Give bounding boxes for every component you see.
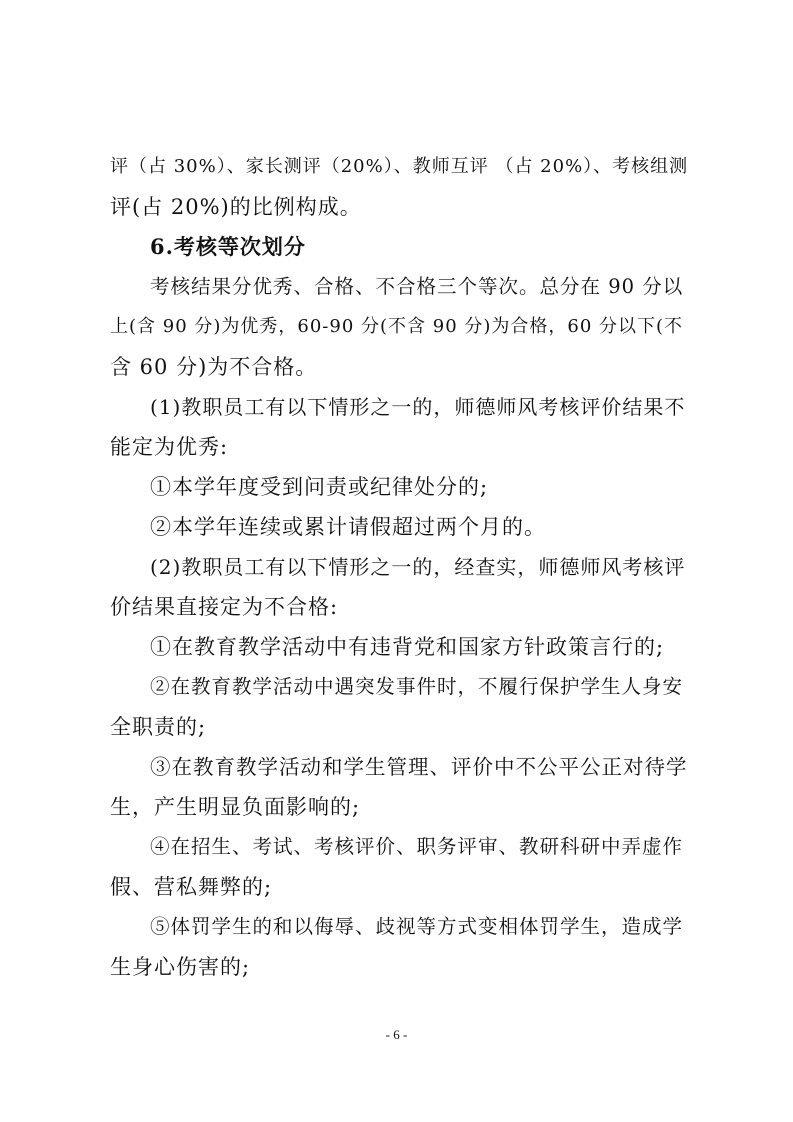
text-line-19: 假、营私舞弊的;	[110, 875, 273, 899]
text-line-18: ④在招生、考试、考核评价、职务评审、教研科研中弄虚作	[150, 835, 684, 858]
text-line-13: ①在教育教学活动中有违背党和国家方针政策言行的;	[150, 635, 665, 659]
text-line-4: 考核结果分优秀、合格、不合格三个等次。总分在 90 分以	[150, 275, 684, 298]
text-line-8: 能定为优秀:	[110, 435, 229, 459]
text-line-6: 含 60 分)为不合格。	[110, 355, 318, 379]
section-heading: 6.考核等次划分	[150, 234, 306, 259]
text-line-17: 生，产生明显负面影响的;	[110, 795, 361, 819]
page-number: - 6 -	[385, 1027, 408, 1042]
text-line-5: 上(含 90 分)为优秀，60-90 分(不含 90 分)为合格，60 分以下(不	[110, 316, 684, 337]
text-line-7: (1)教职员工有以下情形之一的，师德师风考核评价结果不	[150, 395, 686, 419]
text-line-15: 全职责的;	[110, 715, 207, 739]
text-line-21: 生身心伤害的;	[110, 955, 251, 979]
text-line-11: (2)教职员工有以下情形之一的，经查实，师德师风考核评	[150, 555, 686, 579]
text-line-12: 价结果直接定为不合格:	[110, 595, 339, 619]
text-line-2: 评(占 20%)的比例构成。	[110, 195, 362, 219]
text-line-20: ⑤体罚学生的和以侮辱、歧视等方式变相体罚学生，造成学	[150, 915, 684, 938]
text-line-9: ①本学年度受到问责或纪律处分的;	[150, 475, 489, 499]
text-line-16: ③在教育教学活动和学生管理、评价中不公平公正对待学	[150, 755, 688, 779]
text-line-1: 评（占 30%）、家长测评（20%）、教师互评 （占 20%）、考核组测	[110, 156, 689, 177]
text-line-10: ②本学年连续或累计请假超过两个月的。	[150, 515, 546, 539]
text-line-14: ②在教育教学活动中遇突发事件时，不履行保护学生人身安	[150, 675, 684, 698]
